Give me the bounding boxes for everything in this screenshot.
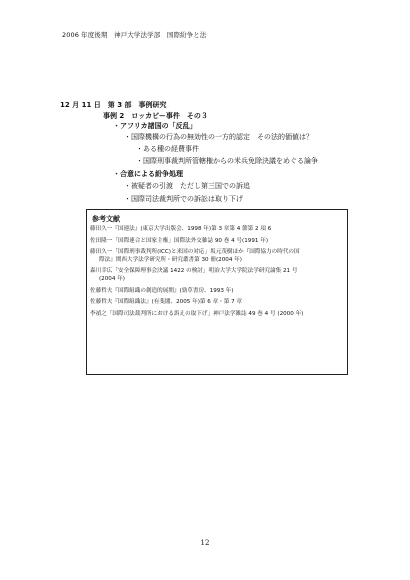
reference-text-continued: 際法』関西大学法学研究所・研究叢書第 30 冊(2004 年) [99,256,242,263]
references-box [86,209,348,375]
reference-entry [90,249,344,265]
outline-item: ・合意による紛争処理 [113,170,183,178]
page-number: 12 [200,539,210,547]
reference-entry [90,268,344,284]
reference-text: 佐藤哲夫『国際組織の創造的展開』(勁草書房、1993 年) [90,287,234,294]
reference-text: 藤田久一「国際刑事裁判所(ICC)と米国の対応」坂元茂樹ほか『国際協力の時代の国 [90,249,300,255]
reference-entry [90,226,344,234]
course-header: 2006 年度後期 神戸大学法学部 国際紛争と法 [62,31,207,39]
outline-item: ・被疑者の引渡 ただし第三国での訴追 [124,182,250,190]
reference-entry [90,288,344,296]
case-title: 事例 2 ロッカビー事件 その３ [103,112,208,120]
reference-text: 藤田久一『国連法』(東京大学出版会、1998 年)第 3 章第 4 節第 2 項 6 [90,226,272,232]
reference-entry [90,238,344,246]
reference-text: 森川幸広「安全保障理事会決議 1422 の検討」明治大学大学院法学研究論集 21 号 [90,268,298,275]
reference-text-continued: (2004 年) [99,276,125,283]
outline-item: ・国際司法裁判所での訴訟は取り下げ [124,195,243,203]
references-title: 参考文献 [92,215,120,223]
reference-entry [90,311,344,319]
reference-text: 佐田隆一「国際連合と国家主権」国際法外交雑誌 90 巻 4 号(1991 年) [90,237,269,244]
reference-text: 佐藤哲夫『国際組織法』(有斐閣、2005 年)第 6 章・第 7 章 [90,299,243,306]
outline-item: ・国際機構の行為の無効性の一方的認定 その法的価値は？ [124,133,313,141]
reference-text: 李禎之「国際司法裁判所における訴えの取下げ」神戸法学雑誌 49 巻 4 号 (2000 年) [90,310,304,317]
outline-item: ・ある種の経費事件 [136,145,199,153]
session-date-heading: 12 月 11 日 第 3 部 事例研究 [60,101,167,109]
outline-item: ・国際刑事裁判所管轄権からの米兵免除決議をめぐる論争 [136,157,318,165]
outline-item: ・アフリカ諸国の「反乱」 [113,122,197,130]
reference-entry [90,299,344,307]
